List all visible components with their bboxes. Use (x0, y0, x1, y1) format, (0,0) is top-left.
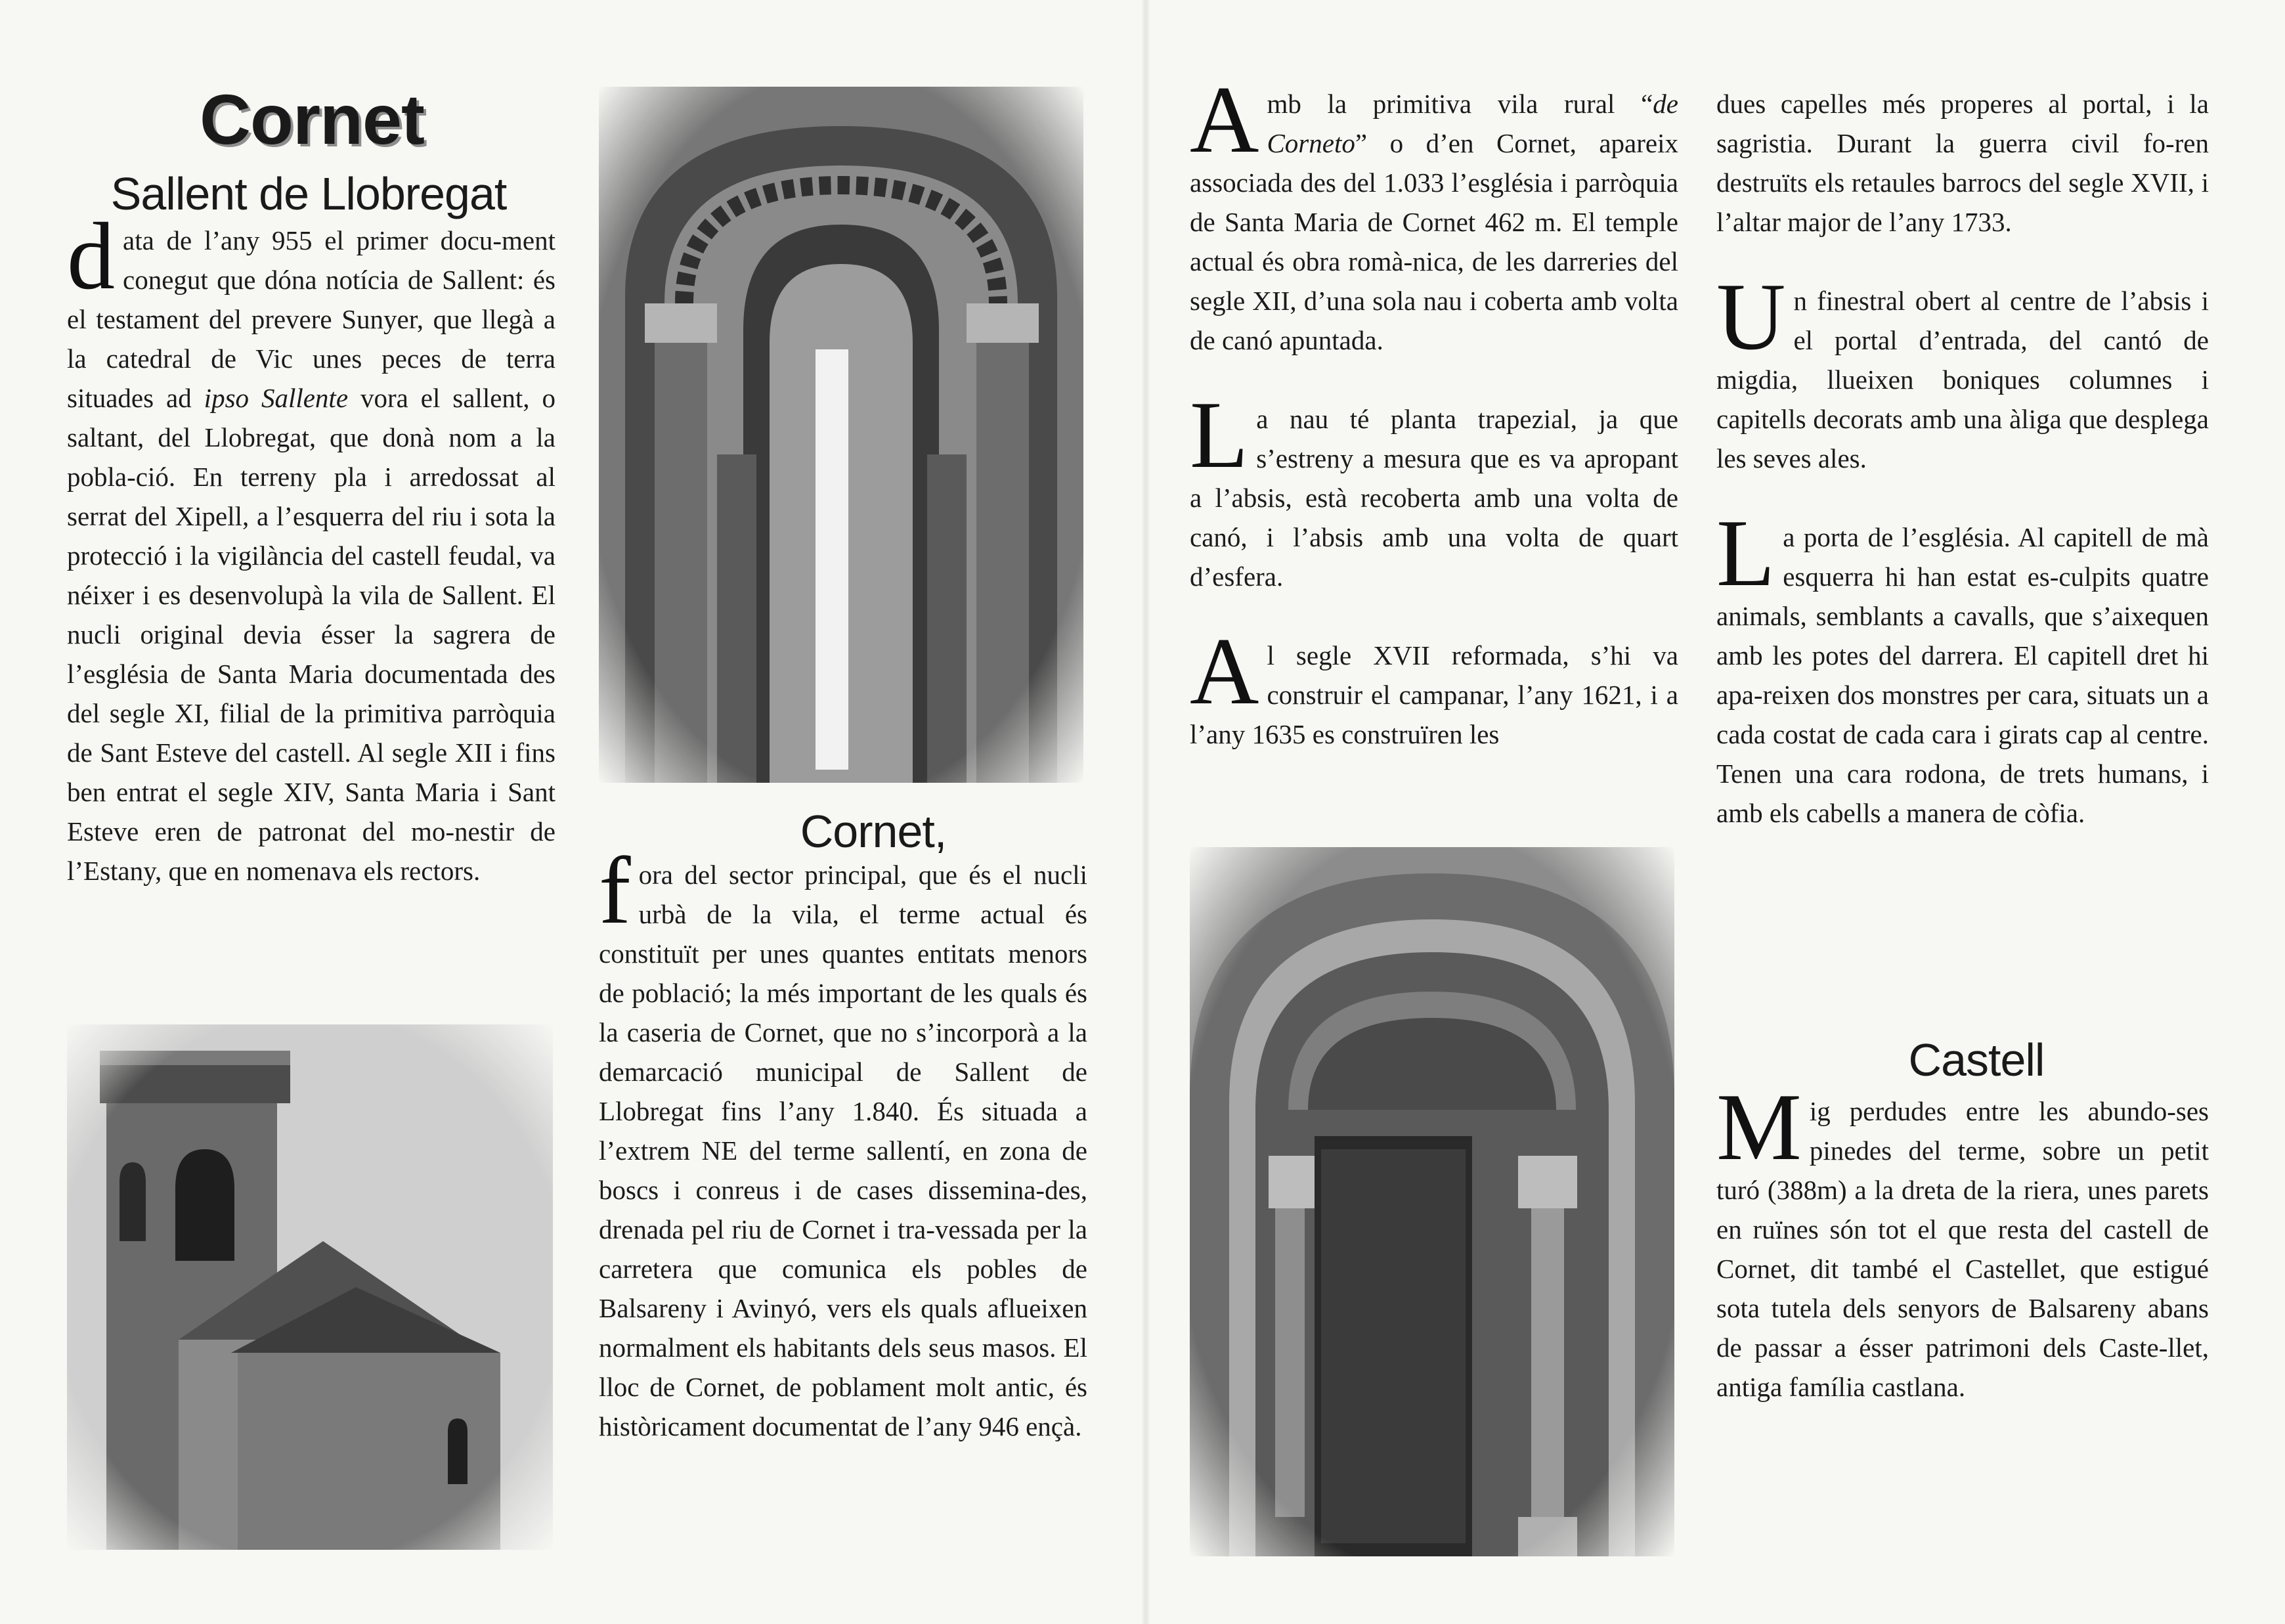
section-heading-cornet: Cornet, (800, 806, 947, 857)
dropcap: L (1190, 382, 1249, 488)
paragraph-nave: La nau té planta trapezial, ja que s’estreny a mesura que es va apropant a l’absis, està recoberta amb una volta de canó, i l’absis amb una volta de quart d’esfera. (1190, 382, 1678, 592)
dropcap: U (1716, 263, 1786, 370)
dropcap: M (1716, 1074, 1802, 1180)
cornet-paragraph: fora del sector principal, que és el nucli urbà de la vila, el terme actual és constituït per unes quantes entitats menors de població; la més important de les quals és la caseria de Cornet, que no s’incorporà a la demarcació municipal de Sallent de Llobregat fins l’any 1.840. És situada a l’extrem NE del terme sallentí, en zona de boscs i conreus i de cases dissemina-des, drenada pel riu de Cornet i tra-vessada per la carretera que comunica els pobles de Balsareny i Avinyó, vers els quals aflueixen normalment els habitants dels seus masos. El lloc de Cornet, de poblament molt antic, és històricament documentat de l’any 946 ençà. (599, 837, 1087, 1441)
right-column-1 (1190, 66, 1678, 754)
paragraph-window: Un finestral obert al centre de l’absis i el portal d’entrada, del cantó de migdia, llueixen boniques columnes i capitells decorats amb una àliga que desplega les seves ales. (1716, 263, 2209, 473)
cornet-column (599, 837, 1087, 1446)
castell-column (1716, 1074, 2209, 1407)
dropcap: f (599, 837, 631, 944)
church-portal-photo (1190, 847, 1674, 1556)
romanesque-window-photo (599, 87, 1083, 783)
paragraph-origins: Amb la primitiva vila rural “de Corneto” o d’en Cornet, apareix associada des del 1.033 l’església i parròquia de Santa Maria de Cornet 462 m. El temple actual és obra romà-nica, de les darreries del segle XII, d’una sola nau i coberta amb volta de canó apuntada. (1190, 66, 1678, 355)
paragraph-door: La porta de l’església. Al capitell de mà esquerra hi han estat es-culpits quatre animals, semblants a cavalls, que s’aixequen amb les potes del darrera. El capitell dret hi apa-reixen dos monstres per cara, situats un a cada costat de cada cara i girats cap al centre. Tenen una cara rodona, de trets humans, i amb els cabells a manera de còfia. (1716, 500, 2209, 828)
dropcap: L (1716, 500, 1775, 606)
intro-column (67, 203, 555, 890)
dropcap: A (1190, 66, 1259, 173)
page-title: Cornet (200, 79, 424, 159)
intro-paragraph: data de l’any 955 el primer docu-ment conegut que dóna notícia de Sallent: és el testament del prevere Sunyer, que llegà a la catedral de Vic unes peces de terra situades ad ipso Sallente vora el sallent, o saltant, del Llobregat, que donà nom a la pobla-ció. En terreny pla i arredossat al serrat del Xipell, a l’esquerra del riu i sota la protecció i la vigilància del castell feudal, va néixer i es desenvolupà la vila de Sallent. El nucli original devia ésser la sagrera de l’església de Santa Maria documentada des del segle XI, filial de la primitiva parròquia de Sant Esteve del castell. Al segle XII i fins ben entrat el segle XIV, Santa Maria i Sant Esteve eren de patronat del mo-nestir de l’Estany, que en nomenava els rectors. (67, 203, 555, 886)
dropcap: A (1190, 618, 1259, 724)
paragraph-17th-century: Al segle XVII reformada, s’hi va construir el campanar, l’any 1621, i a l’any 1635 es construïren les (1190, 618, 1678, 749)
castell-paragraph: Mig perdudes entre les abundo-ses pinedes del terme, sobre un petit turó (388m) a la dreta de la riera, unes parets en ruïnes són tot el que resta del castell de Cornet, dit també el Castellet, que estigué sota tutela dels senyors de Balsareny abans de passar a ésser patrimoni dels Caste-llet, antiga família castlana. (1716, 1074, 2209, 1402)
section-heading-castell: Castell (1908, 1034, 2045, 1086)
page-subtitle: Sallent de Llobregat (110, 168, 507, 219)
church-belltower-photo (67, 1024, 553, 1550)
page-fold (1141, 0, 1150, 1624)
paragraph-chapels: dues capelles més properes al portal, i la sagristia. Durant la guerra civil fo-ren destruïts els retaules barrocs del segle XVII, i l’altar major de l’any 1733. (1716, 89, 2209, 237)
right-column-2 (1716, 84, 2209, 833)
dropcap: d (67, 203, 115, 309)
